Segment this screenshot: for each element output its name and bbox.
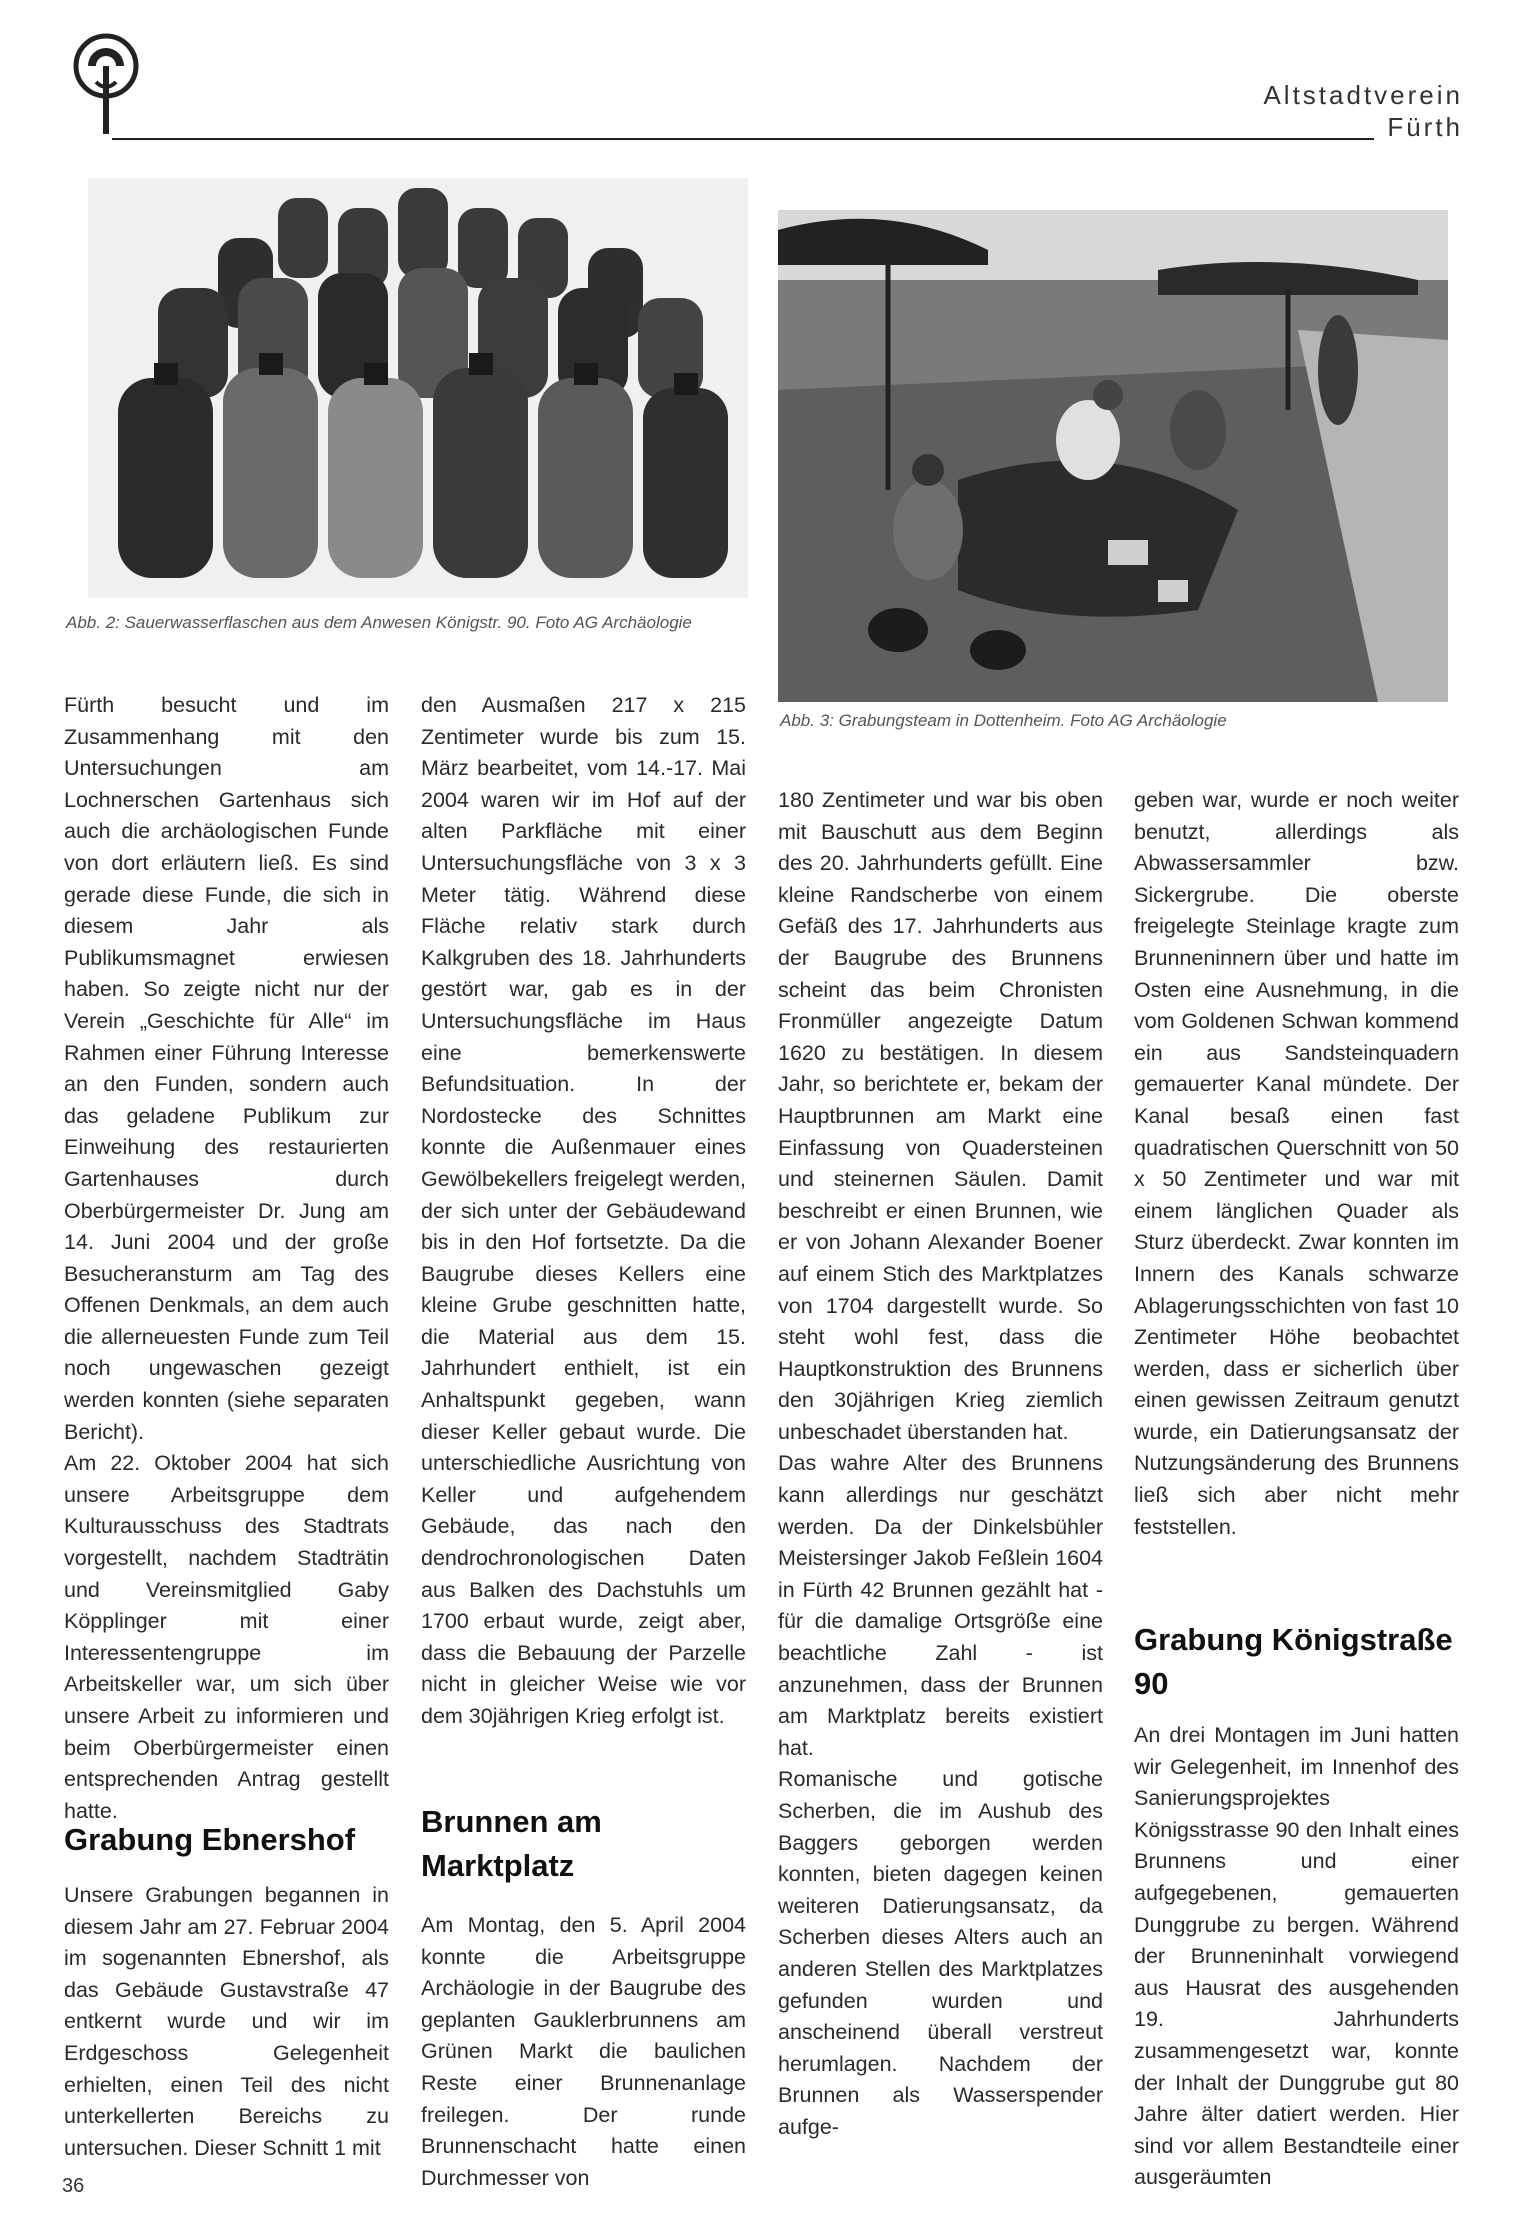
section-heading-ebnershof (64, 1818, 389, 1862)
org-name-line2: Fürth (1387, 112, 1463, 142)
column-4-body-continued (1134, 1720, 1459, 2194)
section-heading-koenigstrasse (1134, 1618, 1459, 1706)
paragraph: An drei Montagen im Juni hatten wir Gelegenheit, im Innenhof des Sanierungsprojektes Königsstrasse 90 den Inhalt eines Brunnens und einer aufgegebenen, gemauerten Dunggrube zu bergen. Während der Brunneninhalt vorwiegend aus Hausrat des ausgehenden 19. Jahrhunderts zusammengesetzt war, konnte der Inhalt der Dunggrube gut 80 Jahre älter datiert werden. Hier sind vor allem Bestandteile einer ausgeräumten (1134, 1723, 1459, 2190)
column-3-body (778, 785, 1103, 2144)
excavation-image (778, 210, 1448, 702)
paragraph: Am 22. Oktober 2004 hat sich unsere Arbeitsgruppe dem Kulturausschuss des Stadtrats vorgestellt, nachdem Stadträtin und Vereinsmitglied Gaby Köpplinger mit einer Interessentengruppe im Arbeitskeller war, um sich über unsere Arbeit zu informieren und beim Oberbürgermeister einen entsprechenden Antrag gestellt hatte. (64, 1451, 389, 1823)
heading-text: Grabung Ebnershof (64, 1822, 356, 1857)
section-heading-brunnen (421, 1800, 746, 1888)
paragraph: 180 Zentimeter und war bis oben mit Bauschutt aus dem Beginn des 20. Jahrhunderts gefüllt. Eine kleine Randscherbe von einem Gefäß des 17. Jahrhunderts aus der Baugrube des Brunnens scheint das beim Chronisten Fronmüller angezeigte Datum 1620 zu bestätigen. In diesem Jahr, so berichtete er, bekam der Hauptbrunnen am Markt eine Einfassung von Quadersteinen und steinernen Säulen. Damit beschreibt er einen Brunnen, wie er von Johann Alexander Boener auf einem Stich des Marktplatzes von 1704 dargestellt wurde. So steht wohl fest, dass die Hauptkonstruktion des Brunnens den 30jährigen Krieg ziemlich unbeschadet überstanden hat. (778, 788, 1103, 1444)
paragraph: Unsere Grabungen begannen in diesem Jahr am 27. Februar 2004 im sogenannten Ebnershof, als das Gebäude Gustavstraße 47 entkernt wurde und wir im Erdgeschoss Gelegenheit erhielten, einen Teil des nicht unterkellerten Bereichs zu untersuchen. Dieser Schnitt 1 mit (64, 1883, 389, 2160)
bottles-caption: Abb. 2: Sauerwasserflaschen aus dem Anwesen Königstr. 90. Foto AG Archäologie (66, 613, 692, 632)
org-name-line1: Altstadtverein (1263, 80, 1463, 110)
paragraph: geben war, wurde er noch weiter benutzt, allerdings als Abwassersammler bzw. Sickergrube. Die oberste freigelegte Steinlage kragte zum Brunneninnern über und hatte im Osten eine Ausnehmung, in die vom Goldenen Schwan kommend ein aus Sandsteinquadern gemauerter Kanal mündete. Der Kanal besaß einen fast quadratischen Querschnitt von 50 x 50 Zentimeter und war mit einem länglichen Quader als Sturz überdeckt. Zwar konnten im Innern des Kanals schwarze Ablagerungsschichten von fast 10 Zentimeter Höhe beobachtet werden, dass er sicherlich über einen gewissen Zeitraum genutzt wurde, ein Datierungsansatz der Nutzungsänderung des Brunnens ließ sich aber nicht mehr feststellen. (1134, 788, 1459, 1539)
excavation-caption: Abb. 3: Grabungsteam in Dottenheim. Foto AG Archäologie (780, 711, 1227, 730)
column-1-body-continued (64, 1880, 389, 2164)
bottles-photo (88, 178, 748, 598)
heading-text: Grabung Königstraße 90 (1134, 1622, 1453, 1701)
paragraph: den Ausmaßen 217 x 215 Zentimeter wurde bis zum 15. März bearbeitet, vom 14.-17. Mai 2004 waren wir im Hof auf der alten Parkfläche mit einer Untersuchungsfläche von 3 x 3 Meter tätig. Während diese Fläche relativ stark durch Kalkgruben des 18. Jahrhunderts gestört war, gab es in der Untersuchungsfläche im Haus eine bemerkenswerte Befundsituation. In der Nordostecke des Schnittes konnte die Außenmauer eines Gewölbekellers freigelegt werden, der sich unter der Gebäudewand bis in den Hof fortsetzte. Da die Baugrube dieses Kellers eine kleine Grube geschnitten hatte, die Material aus dem 15. Jahrhundert enthielt, ist ein Anhaltspunkt gegeben, wann dieser Keller gebaut wurde. Die unterschiedliche Ausrichtung von Keller und aufgehendem Gebäude, das nach den dendrochronologischen Daten aus Balken des Dachstuhls um 1700 erbaut wurde, zeigt aber, dass die Bebauung der Parzelle nicht in gleicher Weise wie vor dem 30jährigen Krieg erfolgt ist. (421, 693, 746, 1728)
logo-emblem-icon (66, 30, 146, 140)
heading-text: Brunnen am Marktplatz (421, 1804, 602, 1883)
column-1-body (64, 690, 389, 1827)
paragraph: Das wahre Alter des Brunnens kann allerdings nur geschätzt werden. Da der Dinkelsbühler Meistersinger Jakob Feßlein 1604 in Fürth 42 Brunnen gezählt hat - für die damalige Ortsgröße eine beachtliche Zahl - ist anzunehmen, dass der Brunnen am Marktplatz bereits existiert hat. (778, 1451, 1103, 1760)
column-2-body (421, 690, 746, 1733)
bottles-image (88, 178, 748, 598)
page-number: 36 (62, 2175, 85, 2197)
excavation-photo (778, 210, 1448, 702)
paragraph: Romanische und gotische Scherben, die im Aushub des Baggers geborgen werden konnten, bieten dagegen keinen weiteren Datierungsansatz, da Scherben dieses Alters auch an anderen Stellen des Marktplatzes gefunden wurden und anscheinend überall verstreut herumlagen. Nachdem der Brunnen als Wasserspender aufge- (778, 1767, 1103, 2139)
column-2-body-continued (421, 1910, 746, 2194)
paragraph: Fürth besucht und im Zusammenhang mit den Untersuchungen am Lochnerschen Gartenhaus sich auch die archäologischen Funde von dort erläutern ließ. Es sind gerade diese Funde, die sich in diesem Jahr als Publikumsmagnet erwiesen haben. So zeigte nicht nur der Verein „Geschichte für Alle“ im Rahmen einer Führung Interesse an den Funden, sondern auch das geladene Publikum zur Einweihung des restaurierten Gartenhauses durch Oberbürgermeister Dr. Jung am 14. Juni 2004 und der große Besucheransturm am Tag des Offenen Denkmals, an dem auch die allerneuesten Funde zum Teil noch ungewaschen gezeigt werden konnten (siehe separaten Bericht). (64, 693, 389, 1444)
altstadtverein-logo (66, 30, 146, 140)
column-4-body (1134, 785, 1459, 1543)
paragraph: Am Montag, den 5. April 2004 konnte die Arbeitsgruppe Archäologie in der Baugrube des geplanten Gauklerbrunnens am Grünen Markt die baulichen Reste einer Brunnenanlage freilegen. Der runde Brunnenschacht hatte einen Durchmesser von (421, 1913, 746, 2190)
header-rule (112, 138, 1374, 140)
